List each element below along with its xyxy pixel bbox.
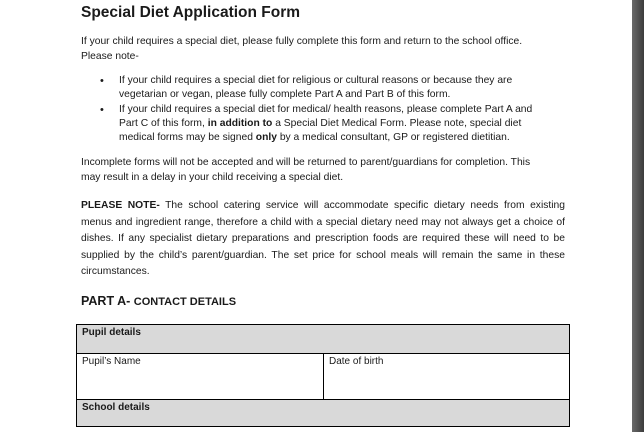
form-title: Special Diet Application Form bbox=[81, 4, 301, 21]
contact-details-table bbox=[76, 324, 570, 427]
pupil-details-header: Pupil details bbox=[77, 325, 570, 354]
intro-line: Please note- bbox=[81, 50, 139, 62]
instructions-list bbox=[100, 74, 562, 146]
viewer-background bbox=[632, 0, 644, 432]
part-a-heading: PART A- CONTACT DETAILS bbox=[81, 294, 237, 308]
date-of-birth-label: Date of birth bbox=[329, 356, 384, 367]
date-of-birth-field[interactable] bbox=[324, 354, 570, 400]
list-item: • If your child requires a special diet for medical/ health reasons, please complete Part A and Part C of this form, in addition to a Special Diet Medical Form. Please note, special diet medical forms may be signed only by a medical consultant, GP or registered dietitian. bbox=[100, 103, 562, 145]
please-note-paragraph: PLEASE NOTE- The school catering service will accommodate specific dietary needs from existing menus and ingredient range, therefore a child with a special dietary need may not always get a choice of dishes. If any specialist dietary preparations and prescription foods are required these will need to be supplied by the child’s parent/guardian. The set price for school meals will remain the same in these circumstances. bbox=[81, 200, 565, 277]
pupil-name-label: Pupil’s Name bbox=[82, 356, 141, 367]
school-details-header: School details bbox=[77, 400, 570, 427]
please-note-label: PLEASE NOTE- bbox=[81, 200, 160, 211]
intro-line: If your child requires a special diet, please fully complete this form and return to the school office. bbox=[81, 36, 523, 47]
incomplete-forms-paragraph: Incomplete forms will not be accepted and will be returned to parent/guardians for completion. This may result in a delay in your child receiving a special diet. bbox=[81, 157, 531, 183]
list-item: • If your child requires a special diet for religious or cultural reasons or because they are vegetarian or vegan, please fully complete Part A and Part B of this form. bbox=[100, 74, 562, 102]
intro-paragraph bbox=[81, 35, 565, 64]
pupil-name-field[interactable] bbox=[77, 354, 324, 400]
